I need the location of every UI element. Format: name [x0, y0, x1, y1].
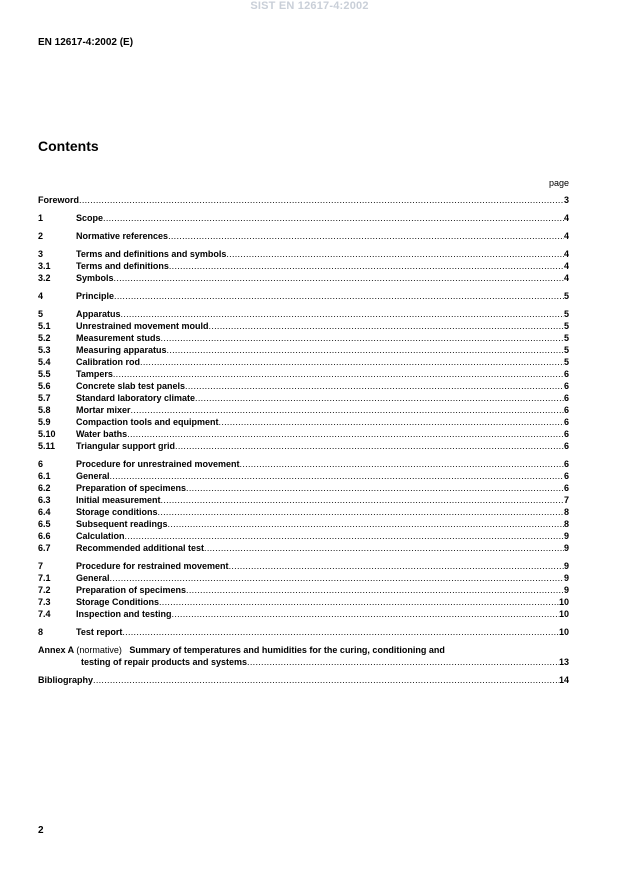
toc-entry[interactable]: [38, 392, 569, 404]
toc-annex-entry[interactable]: [38, 644, 569, 668]
annex-label: Annex A: [38, 645, 74, 655]
toc-entry-number: 3: [38, 249, 44, 259]
toc-entry-title: Measuring apparatus: [76, 345, 167, 355]
toc-entry-number: 5.2: [38, 333, 51, 343]
dot-leader: [195, 392, 564, 404]
toc-entry[interactable]: [38, 494, 569, 506]
toc-entry-page: 8: [563, 519, 569, 529]
toc-entry[interactable]: [38, 626, 569, 638]
toc-entry-number: 5.11: [38, 441, 56, 451]
toc-entry-number: 5: [38, 309, 44, 319]
toc-entry-title: Symbols: [76, 273, 114, 283]
toc-entry-title: General: [76, 471, 110, 481]
dot-leader: [159, 596, 559, 608]
toc-entry[interactable]: [38, 380, 569, 392]
dot-leader: [121, 308, 564, 320]
toc-entry-page: 3: [563, 195, 569, 205]
toc-entry-page: 4: [563, 261, 569, 271]
toc-entry-title: Concrete slab test panels: [76, 381, 186, 391]
toc-entry[interactable]: [38, 596, 569, 608]
toc-entry-page: 5: [563, 309, 569, 319]
toc-entry-title: Unrestrained movement mould: [76, 321, 209, 331]
toc-entry-page: 6: [563, 369, 569, 379]
dot-leader: [110, 572, 564, 584]
toc-entry-page: 6: [563, 417, 569, 427]
toc-entry-number: 5.10: [38, 429, 56, 439]
dot-leader: [209, 320, 564, 332]
toc-entry-page: 4: [563, 213, 569, 223]
toc-entry-page: 10: [558, 609, 569, 619]
toc-entry[interactable]: [38, 458, 569, 470]
toc-entry-title: Preparation of specimens: [76, 585, 187, 595]
toc-entry-title: Triangular support grid: [76, 441, 176, 451]
toc-entry[interactable]: [38, 416, 569, 428]
toc-entry-number: 5.4: [38, 357, 51, 367]
dot-leader: [114, 290, 564, 302]
dot-leader: [167, 344, 564, 356]
toc-entry[interactable]: [38, 428, 569, 440]
toc-entry-title: Initial measurement: [76, 495, 161, 505]
toc-entry[interactable]: [38, 560, 569, 572]
toc-entry-number: 6.7: [38, 543, 51, 553]
dot-leader: [140, 356, 564, 368]
toc-entry-title: Recommended additional test: [76, 543, 205, 553]
toc-entry-page: 10: [558, 627, 569, 637]
toc-entry-title: Storage Conditions: [76, 597, 159, 607]
toc-entry[interactable]: [38, 470, 569, 482]
toc-entry-number: 5.5: [38, 369, 51, 379]
dot-leader: [172, 608, 559, 620]
toc-entry-title: Principle: [76, 291, 115, 301]
toc-entry-title: Water baths: [76, 429, 128, 439]
dot-leader: [127, 428, 564, 440]
toc-entry-page: 5: [563, 291, 569, 301]
toc-entry-page: 6: [563, 471, 569, 481]
dot-leader: [186, 482, 564, 494]
dot-leader: [185, 380, 564, 392]
page-column-header: page: [548, 178, 569, 188]
toc-entry-number: 7: [38, 561, 44, 571]
toc-entry-page: 9: [563, 531, 569, 541]
dot-leader: [161, 332, 564, 344]
toc-entry-page: 5: [563, 345, 569, 355]
toc-entry-number: 5.6: [38, 381, 51, 391]
toc-entry[interactable]: [38, 542, 569, 554]
toc-entry-number: 3.2: [38, 273, 51, 283]
toc-entry-title: Procedure for unrestrained movement: [76, 459, 240, 469]
toc-entry[interactable]: [38, 506, 569, 518]
toc-entry-title: Scope: [76, 213, 104, 223]
dot-leader: [125, 530, 564, 542]
toc-entry-number: 7.1: [38, 573, 51, 583]
toc-entry-number: 5.9: [38, 417, 51, 427]
toc-entry[interactable]: [38, 608, 569, 620]
toc-entry-number: 1: [38, 213, 44, 223]
dot-leader: [247, 656, 559, 668]
dot-leader: [186, 584, 564, 596]
annex-page: 13: [558, 657, 569, 667]
toc-entry-page: 6: [563, 441, 569, 451]
toc-entry-title: Tampers: [76, 369, 113, 379]
dot-leader: [204, 542, 564, 554]
toc-entry-page: 6: [563, 459, 569, 469]
table-of-contents: [38, 194, 569, 686]
toc-entry-number: 8: [38, 627, 44, 637]
toc-entry[interactable]: [38, 440, 569, 452]
toc-entry-title: Normative references: [76, 231, 169, 241]
dot-leader: [103, 212, 564, 224]
toc-entry-number: 6.3: [38, 495, 51, 505]
toc-entry-page: 5: [563, 333, 569, 343]
toc-entry-number: 7.4: [38, 609, 51, 619]
toc-entry-number: 7.3: [38, 597, 51, 607]
dot-leader: [240, 458, 564, 470]
toc-entry-title: Mortar mixer: [76, 405, 131, 415]
toc-entry-number: 5.1: [38, 321, 51, 331]
dot-leader: [131, 404, 564, 416]
toc-entry[interactable]: [38, 212, 569, 224]
toc-entry-page: 6: [563, 381, 569, 391]
toc-entry-page: 4: [563, 273, 569, 283]
toc-entry[interactable]: [38, 518, 569, 530]
toc-entry-title: Terms and definitions and symbols: [76, 249, 227, 259]
toc-entry-page: 7: [563, 495, 569, 505]
dot-leader: [175, 440, 564, 452]
toc-entry-title: Foreword: [38, 195, 80, 205]
toc-entry-number: 5.8: [38, 405, 51, 415]
dot-leader: [168, 230, 564, 242]
dot-leader: [229, 560, 564, 572]
toc-entry-title: Inspection and testing: [76, 609, 172, 619]
toc-entry-page: 9: [563, 585, 569, 595]
dot-leader: [158, 506, 564, 518]
toc-entry-number: 7.2: [38, 585, 51, 595]
toc-entry-page: 5: [563, 321, 569, 331]
toc-entry-number: 6.1: [38, 471, 51, 481]
dot-leader: [226, 248, 564, 260]
document-identifier: EN 12617-4:2002 (E): [38, 37, 134, 48]
toc-entry-number: 6.5: [38, 519, 51, 529]
toc-entry[interactable]: [38, 230, 569, 242]
toc-entry[interactable]: [38, 194, 569, 206]
toc-entry-title: Standard laboratory climate: [76, 393, 196, 403]
page-number: 2: [38, 825, 44, 836]
toc-entry-page: 4: [563, 249, 569, 259]
toc-entry-title: Subsequent readings: [76, 519, 168, 529]
toc-entry[interactable]: [38, 272, 569, 284]
toc-entry-title: Preparation of specimens: [76, 483, 187, 493]
toc-entry-page: 6: [563, 429, 569, 439]
toc-entry[interactable]: [38, 530, 569, 542]
toc-entry-title: General: [76, 573, 110, 583]
annex-type: (normative): [76, 645, 122, 655]
toc-entry[interactable]: [38, 320, 569, 332]
dot-leader: [161, 494, 564, 506]
toc-bibliography-entry[interactable]: [38, 674, 569, 686]
dot-leader: [168, 518, 564, 530]
annex-title-line2: testing of repair products and systems: [81, 657, 248, 667]
toc-entry-number: 2: [38, 231, 44, 241]
toc-entry-page: 6: [563, 483, 569, 493]
toc-entry[interactable]: [38, 404, 569, 416]
toc-entry-page: 9: [563, 573, 569, 583]
bibliography-page: 14: [558, 675, 569, 685]
toc-entry-title: Calibration rod: [76, 357, 141, 367]
dot-leader: [122, 626, 559, 638]
toc-entry[interactable]: [38, 248, 569, 260]
toc-entry-number: 3.1: [38, 261, 51, 271]
toc-entry-number: 6.4: [38, 507, 51, 517]
dot-leader: [93, 674, 559, 686]
toc-entry-page: 9: [563, 561, 569, 571]
toc-entry-title: Compaction tools and equipment: [76, 417, 219, 427]
watermark: SIST EN 12617-4:2002: [250, 0, 369, 12]
toc-entry-page: 4: [563, 231, 569, 241]
toc-entry[interactable]: [38, 572, 569, 584]
dot-leader: [219, 416, 564, 428]
toc-entry[interactable]: [38, 308, 569, 320]
toc-entry-page: 6: [563, 405, 569, 415]
toc-entry[interactable]: [38, 290, 569, 302]
toc-entry-page: 5: [563, 357, 569, 367]
dot-leader: [79, 194, 564, 206]
toc-entry-number: 4: [38, 291, 44, 301]
toc-entry[interactable]: [38, 368, 569, 380]
toc-entry[interactable]: [38, 356, 569, 368]
toc-entry-title: Test report: [76, 627, 123, 637]
toc-entry-number: 6: [38, 459, 44, 469]
toc-entry-page: 8: [563, 507, 569, 517]
toc-entry-title: Apparatus: [76, 309, 121, 319]
toc-entry[interactable]: [38, 584, 569, 596]
toc-entry-number: 6.6: [38, 531, 51, 541]
toc-entry-title: Procedure for restrained movement: [76, 561, 229, 571]
toc-entry-number: 5.7: [38, 393, 51, 403]
toc-entry-title: Storage conditions: [76, 507, 158, 517]
dot-leader: [113, 368, 564, 380]
toc-entry[interactable]: [38, 344, 569, 356]
toc-entry-title: Calculation: [76, 531, 125, 541]
toc-entry-title: Terms and definitions: [76, 261, 169, 271]
toc-entry-number: 6.2: [38, 483, 51, 493]
annex-title-line1: Summary of temperatures and humidities for the curing, conditioning and: [129, 645, 445, 655]
dot-leader: [114, 272, 564, 284]
toc-entry-number: 5.3: [38, 345, 51, 355]
toc-entry-page: 6: [563, 393, 569, 403]
page-title: Contents: [38, 138, 99, 154]
toc-entry-page: 10: [558, 597, 569, 607]
toc-entry[interactable]: [38, 482, 569, 494]
dot-leader: [169, 260, 564, 272]
dot-leader: [110, 470, 564, 482]
toc-entry-title: Measurement studs: [76, 333, 161, 343]
toc-entry-page: 9: [563, 543, 569, 553]
toc-entry[interactable]: [38, 260, 569, 272]
bibliography-title: Bibliography: [38, 675, 94, 685]
toc-entry[interactable]: [38, 332, 569, 344]
